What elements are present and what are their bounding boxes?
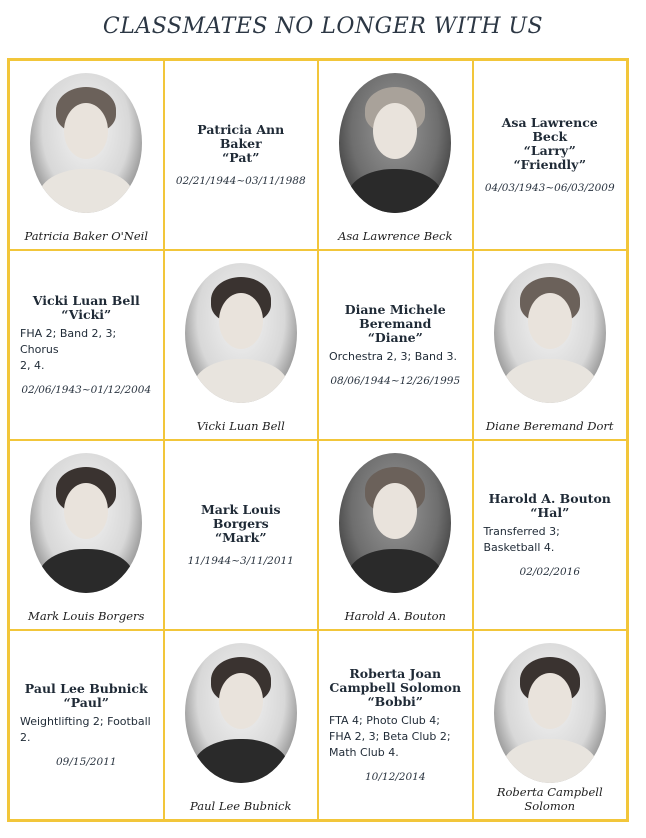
bio-cell [9, 250, 164, 440]
bio-cell [473, 440, 628, 630]
activity-line: FTA 4; Photo Club 4; [329, 714, 440, 727]
portrait-photo [494, 263, 606, 403]
photo-caption: Harold A. Bouton [344, 609, 446, 623]
photo-caption [474, 785, 627, 813]
nickname: “Pat” [222, 150, 260, 165]
life-dates: 02/06/1943~01/12/2004 [21, 384, 152, 396]
portrait-photo [339, 73, 451, 213]
activities [20, 714, 153, 746]
nickname: “Diane” [367, 330, 423, 345]
activity-line: Math Club 4. [329, 746, 399, 759]
activities [20, 326, 153, 374]
life-dates: 10/12/2014 [364, 771, 426, 783]
nickname: “Friendly” [513, 157, 587, 172]
life-dates: 04/03/1943~06/03/2009 [484, 182, 615, 194]
nickname: “Mark” [214, 530, 267, 545]
photo-cell [164, 250, 319, 440]
classmate-name: Patricia Ann Baker [197, 122, 285, 151]
bio-cell [164, 60, 319, 250]
classmate-name: Vicki Luan Bell [32, 293, 140, 308]
photo-caption: Vicki Luan Bell [196, 419, 285, 433]
life-dates: 02/02/2016 [519, 566, 581, 578]
nickname: “Paul” [63, 695, 109, 710]
page-title: CLASSMATES NO LONGER WITH US [102, 14, 544, 39]
nickname: “Larry” [523, 143, 576, 158]
life-dates: 11/1944~3/11/2011 [187, 555, 294, 567]
activity-line: 2. [20, 731, 31, 744]
photo-cell [9, 440, 164, 630]
photo-caption-line: Roberta Campbell [496, 785, 603, 799]
activity-line: 2, 4. [20, 359, 45, 372]
bio-cell [318, 250, 473, 440]
life-dates: 09/15/2011 [55, 756, 117, 768]
activities [484, 524, 617, 556]
activity-line: FHA 2, 3; Beta Club 2; [329, 730, 451, 743]
classmate-name: Mark Louis Borgers [200, 502, 281, 531]
photo-cell [318, 440, 473, 630]
portrait-photo [30, 73, 142, 213]
classmate-name: Campbell Solomon [329, 680, 462, 695]
portrait-photo [339, 453, 451, 593]
photo-cell [473, 250, 628, 440]
photo-caption: Diane Beremand Dort [485, 419, 614, 433]
classmate-name: Diane Michele [344, 302, 446, 317]
bio-cell [9, 630, 164, 820]
activity-line: Weightlifting 2; Football [20, 715, 151, 728]
portrait-photo [185, 263, 297, 403]
portrait-photo [494, 643, 606, 783]
photo-caption: Paul Lee Bubnick [190, 799, 292, 813]
photo-caption-line: Solomon [524, 799, 576, 813]
bio-cell [318, 630, 473, 820]
photo-cell [9, 60, 164, 250]
bio-cell [164, 440, 319, 630]
classmate-name: Harold A. Bouton [488, 491, 611, 506]
nickname: “Bobbi” [367, 694, 423, 709]
photo-caption: Asa Lawrence Beck [338, 229, 453, 243]
classmate-name: Roberta Joan [349, 666, 442, 681]
photo-caption: Mark Louis Borgers [28, 609, 145, 623]
memorial-grid [7, 58, 629, 822]
classmate-name: Beremand [359, 316, 432, 331]
activities [329, 713, 462, 761]
photo-cell [164, 630, 319, 820]
activity-line: FHA 2; Band 2, 3; Chorus [20, 327, 117, 356]
portrait-photo [30, 453, 142, 593]
nickname: “Vicki” [61, 307, 112, 322]
life-dates: 02/21/1944~03/11/1988 [175, 175, 306, 187]
activities [329, 349, 462, 365]
activity-line: Transferred 3; [483, 525, 560, 538]
classmate-name: Paul Lee Bubnick [24, 681, 148, 696]
activity-line: Orchestra 2, 3; Band 3. [329, 350, 457, 363]
photo-cell [318, 60, 473, 250]
portrait-photo [185, 643, 297, 783]
photo-cell [473, 630, 628, 820]
life-dates: 08/06/1944~12/26/1995 [330, 375, 461, 387]
classmate-name: Asa Lawrence Beck [501, 115, 598, 144]
activity-line: Basketball 4. [483, 541, 555, 554]
nickname: “Hal” [530, 505, 570, 520]
bio-cell [473, 60, 628, 250]
photo-caption: Patricia Baker O'Neil [24, 229, 149, 243]
